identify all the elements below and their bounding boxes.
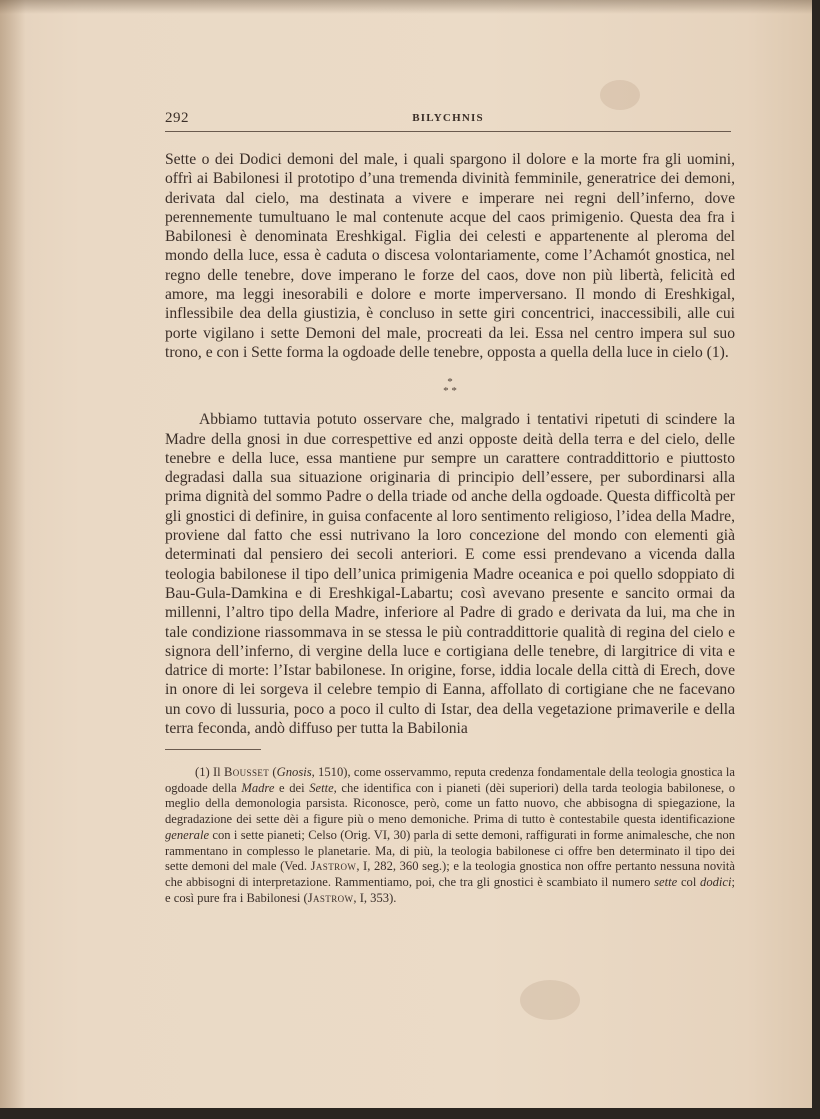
asterism-bottom: * * (443, 385, 457, 398)
footnote-italic-sette: Sette, (309, 780, 337, 795)
header-rule (165, 131, 731, 132)
page-number: 292 (165, 110, 189, 126)
footnote-author: Bousset (223, 765, 270, 779)
footnote-italic-dodici: dodici (700, 874, 732, 889)
footnote-text: 1510), come osservammo, reputa credenza fondamentale della teologia gnostica la ogdoade della (165, 765, 735, 795)
footnote-text: che identifica con i pianeti (dèi superiori) della tarda teologia babilonese, o meglio della demonologia parsista. Riconosce, però, come un fatto nuovo, che abbisogna di spiegazione, la degradazione dei sette dèi a figure più o meno demoniche. Prima di tutto è contestabile questa identificazione (165, 780, 735, 827)
footnote-author-jastrow-2: Jastrow (307, 890, 354, 905)
paper-stain (600, 80, 640, 110)
page-header (165, 110, 731, 132)
footnote-italic-generale: generale (165, 827, 210, 842)
page-edge (812, 0, 820, 1119)
footnote-text: con i sette pianeti; Celso (Orig. VI, 30) parla di sette demoni, raffigurati in forme animalesche, che non rammentano in complesso le planetarie. Ma, di più, la teologia babilonese ci offre ben determinato il tipo dei sette demoni del male (Ved. (165, 827, 735, 874)
footnote-italic-madre: Madre (241, 780, 275, 795)
footnote-text: , I, 353). (353, 890, 397, 905)
footnote-text: ; e così pure fra i Babilonesi ( (165, 874, 735, 905)
footnote-rule (165, 749, 261, 750)
footnote-italic-sette-2: sette (654, 874, 678, 889)
section-asterism (165, 378, 735, 396)
footnote-1 (165, 765, 735, 906)
asterism-top: * (447, 376, 453, 389)
footnote-author-jastrow: Jastrow (310, 859, 357, 874)
footnote-marker: (1) Il (195, 765, 221, 779)
footnote-work-title: Gnosis, (276, 765, 315, 779)
paragraph-2: Abbiamo tuttavia potuto osservare che, malgrado i tentativi ripetuti di scindere la Madre della gnosi in due correspettive ed anzi opposte deità della terra e del cielo, delle tenebre e della luce, essa mantiene pur sempre un carattere contraddittorio e piuttosto degradasi dalla sua situazione originaria di principio dell’essere, per subordinarsi alla prima dignità del sommo Padre o della triade od anche della ogdoade. Questa difficoltà per gli gnostici di definire, in guisa confacente al loro sentimento religioso, l’idea della Madre, proviene dal fatto che essi nutrivano la loro concezione del mondo con elementi già determinati dal pensiero dei secoli anteriori. E come essi prendevano a vicenda dalla teologia babilonese il tipo dell’unica primigenia Madre oceanica e poi quello sdoppiato di Bau-Gula-Damkina e di Ereshkigal-Labartu; così avevano presente e sancito ormai da millenni, l’altro tipo della Madre, inferiore al Padre di grado e derivata da lui, ma che in tale condizione riassommava in se stessa le più contraddittorie qualità di regina del cielo e signora dell’inferno, di vergine della luce e cortigiana delle tenebre, di largitrice di vita e datrice di morte: l’Istar babilonese. In origine, forse, iddia locale della città di Erech, dove in onore di lei sorgeva il celebre tempio di Eanna, affollato di cortigiane che ne facevano un covo di lussuria, poco a poco il culto di Istar, dea della vegetazione primaverile e della terra feconda, andò diffuso per tutta la Babilonia (165, 411, 735, 738)
running-title: BILYCHNIS (412, 112, 484, 124)
footnote-text: ( (269, 765, 277, 779)
paragraph-1: Sette o dei Dodici demoni del male, i quali spargono il dolore e la morte fra gli uomini, offrì ai Babilonesi il prototipo d’una tremenda divinità femminile, generatrice dei demoni, derivata dal cielo, ma destinata a vivere e imperare nei regni dell’inferno, dove perennemente tumultuano le mal contenute acque del caos primigenio. Questa dea fra i Babilonesi è denominata Ereshkigal. Figlia dei celesti e appartenente al pleroma del mondo della luce, essa è caduta o discesa volontariamente, come l’Achamót gnostica, nel regno delle tenebre, dove imperano le forze del caos, dove non più libertà, felicità ed amore, ma leggi inesorabili e dolore e morte imperversano. Il mondo di Ereshkigal, inflessibile dea della giustizia, è concluso in sette giri concentrici, inaccessibili, alle cui porte vigilano i sette Demoni del male, procreati da lei. Essa nel centro impera sul suo trono, e con i Sette forma la ogdoade delle tenebre, opposta a quella della luce in cielo (1). (165, 151, 735, 361)
footnote-text: e dei (274, 780, 310, 795)
main-text (165, 150, 735, 738)
footnote-text: , I, 282, 360 seg.); e la teologia gnostica non offre pertanto nessuna novità che abbisogni di interpretazione. Rammentiamo, poi, che tra gli gnostici è scambiato il numero (165, 859, 736, 889)
footnote-text: col (677, 874, 701, 889)
paper-stain (520, 980, 580, 1020)
